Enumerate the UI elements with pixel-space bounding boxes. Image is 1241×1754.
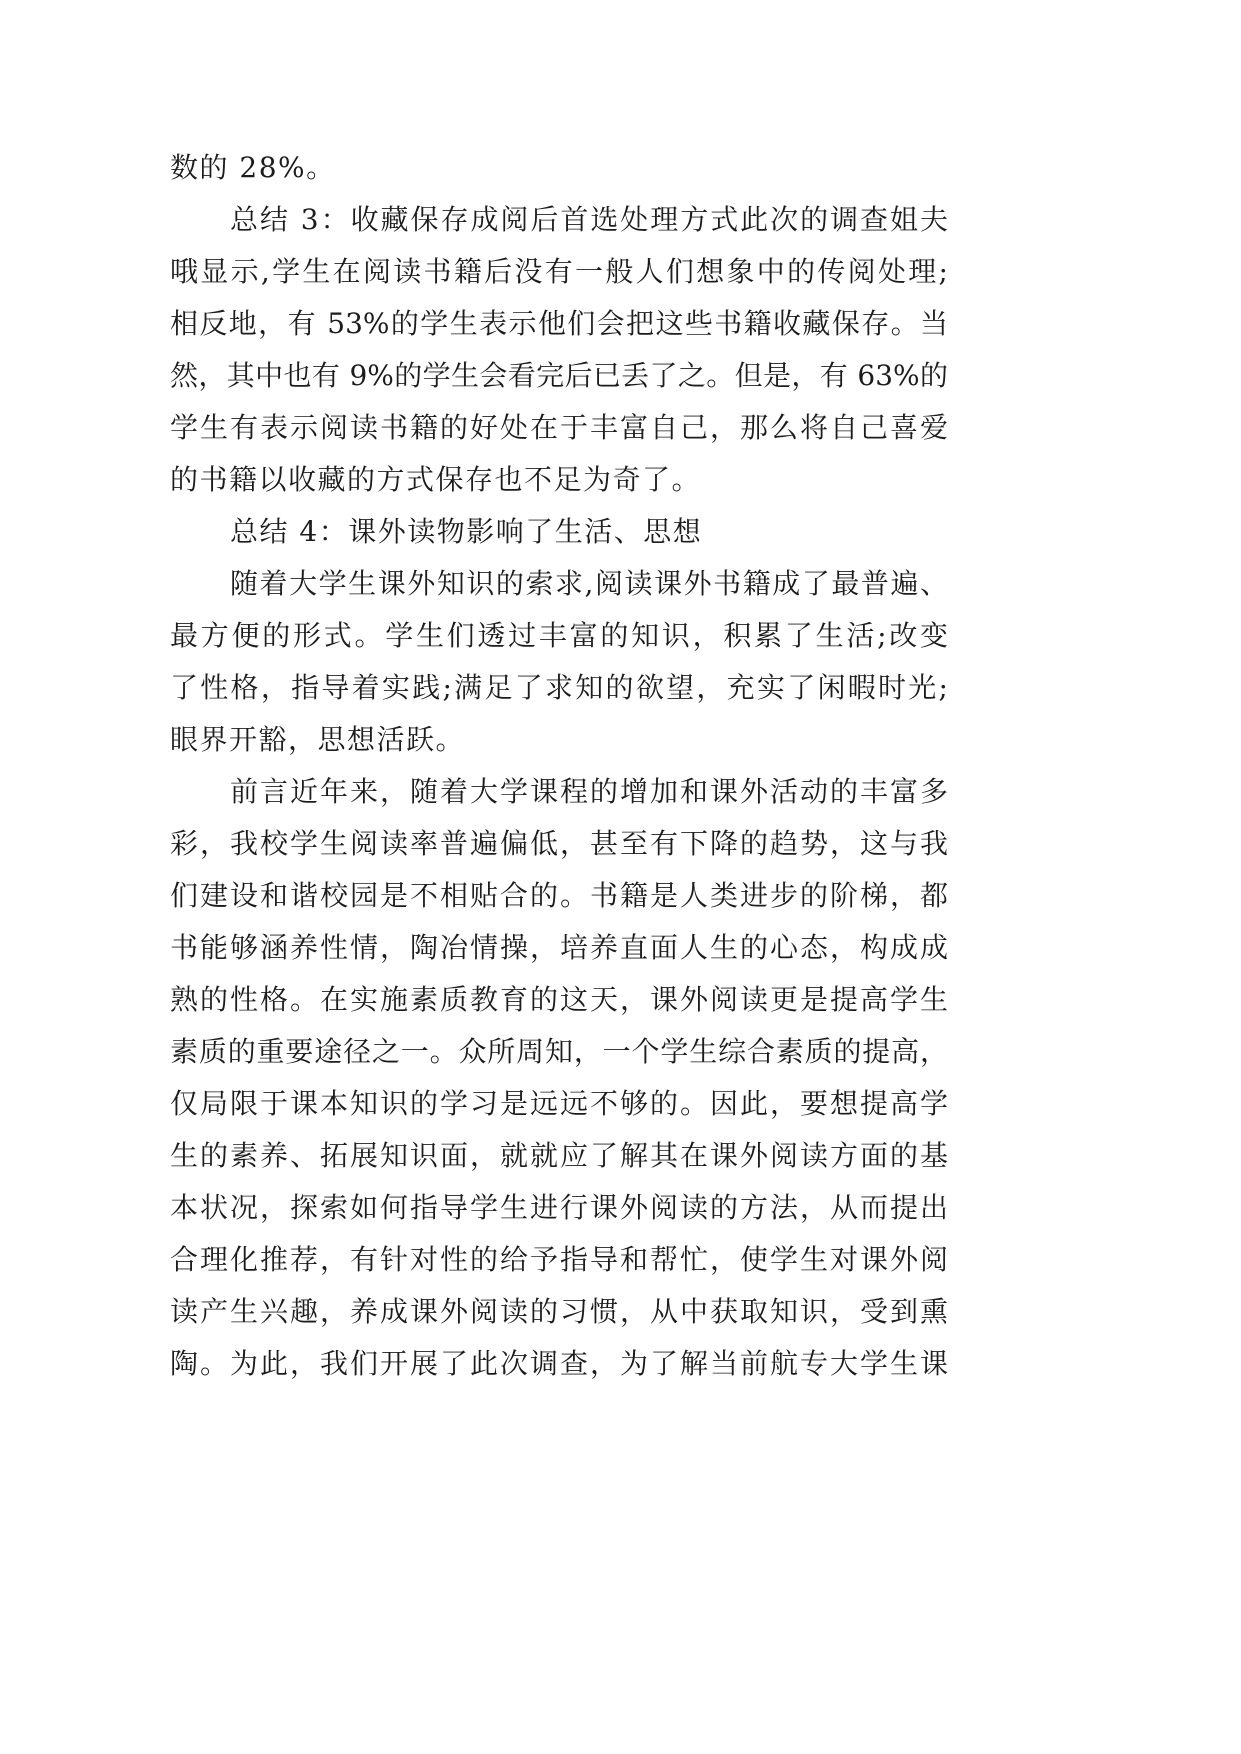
paragraph-summary-3 — [170, 194, 948, 506]
paragraph-line: 生的素养、拓展知识面，就就应了解其在课外阅读方面的基 — [170, 1139, 948, 1172]
paragraph-line: 仅局限于课本知识的学习是远远不够的。因此，要想提高学 — [170, 1087, 948, 1120]
paragraph-summary-4-heading — [170, 506, 948, 558]
paragraph-line: 前言近年来，随着大学课程的增加和课外活动的丰富多 — [230, 775, 948, 808]
paragraph-line: 书能够涵养性情，陶冶情操，培养直面人生的心态，构成成 — [170, 931, 948, 964]
paragraph-line: 学生有表示阅读书籍的好处在于丰富自己，那么将自己喜爱 — [170, 411, 948, 444]
paragraph-line: 本状况，探索如何指导学生进行课外阅读的方法，从而提出 — [170, 1191, 948, 1224]
paragraph-line: 最方便的形式。学生们透过丰富的知识，积累了生活;改变 — [170, 619, 948, 652]
paragraph-line: 相反地，有 53%的学生表示他们会把这些书籍收藏保存。当 — [170, 307, 948, 340]
paragraph-continuation — [170, 142, 948, 194]
paragraph-line: 读产生兴趣，养成课外阅读的习惯，从中获取知识，受到熏 — [170, 1295, 948, 1328]
paragraph-line: 合理化推荐，有针对性的给予指导和帮忙，使学生对课外阅 — [170, 1243, 948, 1276]
paragraph-line: 的书籍以收藏的方式保存也不足为奇了。 — [170, 463, 702, 496]
paragraph-line: 哦显示,学生在阅读书籍后没有一般人们想象中的传阅处理; — [170, 255, 948, 288]
paragraph-line: 们建设和谐校园是不相贴合的。书籍是人类进步的阶梯，都 — [170, 879, 948, 912]
paragraph-line: 了性格，指导着实践;满足了求知的欲望，充实了闲暇时光; — [170, 671, 948, 704]
document-body — [170, 142, 948, 1390]
paragraph-line: 素质的重要途径之一。众所周知，一个学生综合素质的提高， — [170, 1035, 948, 1068]
paragraph-line: 总结 3：收藏保存成阅后首选处理方式此次的调查姐夫 — [230, 203, 948, 236]
paragraph-line: 彩，我校学生阅读率普遍偏低，甚至有下降的趋势，这与我 — [170, 827, 948, 860]
paragraph-line: 熟的性格。在实施素质教育的这天，课外阅读更是提高学生 — [170, 983, 948, 1016]
paragraph-line: 总结 4：课外读物影响了生活、思想 — [230, 515, 703, 548]
paragraph-line: 然，其中也有 9%的学生会看完后已丢了之。但是，有 63%的 — [170, 359, 948, 392]
paragraph-line: 陶。为此，我们开展了此次调查，为了解当前航专大学生课 — [170, 1347, 948, 1380]
paragraph-reading-influence — [170, 558, 948, 766]
paragraph-line: 随着大学生课外知识的索求,阅读课外书籍成了最普遍、 — [230, 567, 948, 600]
paragraph-line: 眼界开豁，思想活跃。 — [170, 723, 466, 756]
paragraph-line: 数的 28%。 — [170, 151, 336, 184]
paragraph-preface — [170, 766, 948, 1390]
